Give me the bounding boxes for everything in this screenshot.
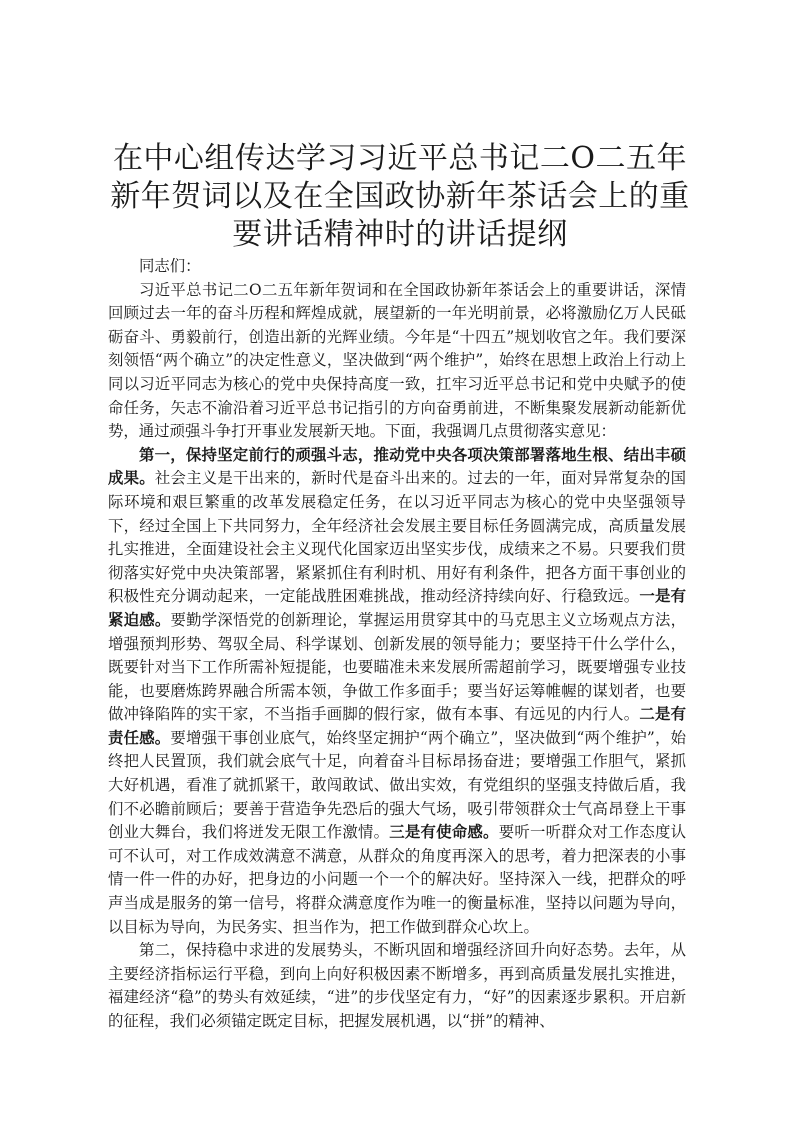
point-3-text: 要听一听群众对工作态度认可不认可，对工作成效满意不满意，从群众的角度再深入的思考，着力把深表的小事情一件一件的办好，把身边的小问题一个一个的解决好。坚持深入一线，把群众的呼声当成是服务的第一信号，将群众满意度作为唯一的衡量标准，坚持以问题为导向，以目标为导向，为民务实、担当作为，把工作做到群众心坎上。: [108, 823, 686, 936]
document-title: 在中心组传达学习习近平总书记二O二五年新年贺词以及在全国政协新年茶话会上的重要讲话精神时的讲话提纲: [110, 141, 690, 252]
section-1-heading: 第一，保持坚定前行的顽强斗志，推动党中央各项决策部署落地生根、结出丰硕成果。: [108, 445, 686, 488]
section-1-text: 社会主义是干出来的，新时代是奋斗出来的。过去的一年，面对异常复杂的国际环境和艰巨繁重的改革发展稳定任务，在以习近平同志为核心的党中央坚强领导下，经过全国上下共同努力，全年经济社会发展主要目标任务圆满完成，高质量发展扎实推进，全面建设社会主义现代化国家迈出坚实步伐，成绩来之不易。只要我们贯彻落实好党中央决策部署，紧紧抓住有利时机、用好有利条件，把各方面干事创业的积极性充分调动起来，一定能战胜困难挑战，推动经济持续向好、行稳致远。: [108, 469, 686, 606]
intro-paragraph: 习近平总书记二O二五年新年贺词和在全国政协新年茶话会上的重要讲话，深情回顾过去一年的奋斗历程和辉煌成就，展望新的一年光明前景，必将激励亿万人民砥砺奋斗、勇毅前行，创造出新的光辉业绩。今年是“十四五”规划收官之年。我们要深刻领悟“两个确立”的决定性意义，坚决做到“两个维护”，始终在思想上政治上行动上同以习近平同志为核心的党中央保持高度一致，扛牢习近平总书记和党中央赋予的使命任务，矢志不渝沿着习近平总书记指引的方向奋勇前进，不断集聚发展新动能新优势，通过顽强斗争打开事业发展新天地。下面，我强调几点贯彻落实意见：: [108, 280, 686, 441]
point-2-text: 要增强干事创业底气，始终坚定拥护“两个确立”，坚决做到“两个维护”，始终把人民置顶，我们就会底气十足，向着奋斗目标昂扬奋进；要增强工作胆气，紧抓大好机遇，看准了就抓紧干，敢闯敢试、做出实效，有党组织的坚强支持做后盾，我们不必瞻前顾后；要善于营造争先恐后的强大气场，吸引带领群众士气高昂登上干事创业大舞台，我们将迸发无限工作激情。: [108, 728, 686, 842]
section-1-paragraph: [108, 444, 686, 939]
point-1-text: 要勤学深悟党的创新理论，掌握运用贯穿其中的马克思主义立场观点方法，增强预判形势、驾驭全局、科学谋划、创新发展的领导能力；要坚持干什么学什么，既要针对当下工作所需补短提能，也要瞄准未来发展所需超前学习，既要增强专业技能，也要磨炼跨界融合所需本领，争做工作多面手；要当好运筹帷幄的谋划者，也要做冲锋陷阵的实干家，不当指手画脚的假行家，做有本事、有远见的内行人。: [108, 610, 686, 724]
salutation: 同志们：: [139, 257, 201, 275]
point-2-label: 二是有责任感。: [108, 705, 686, 747]
section-2-paragraph: 第二，保持稳中求进的发展势头，不断巩固和增强经济回升向好态势。去年，从主要经济指标运行平稳，到向上向好积极因素不断增多，再到高质量发展扎实推进，福建经济“稳”的势头有效延续，“进”的步伐坚定有力，“好”的因素逐步累积。开启新的征程，我们必须锚定既定目标，把握发展机遇，以“拼”的精神、: [108, 941, 686, 1030]
point-3-label: 三是有使命感。: [389, 823, 499, 842]
document-body: [108, 255, 686, 1034]
point-1-label: 一是有紧迫感。: [108, 587, 686, 629]
